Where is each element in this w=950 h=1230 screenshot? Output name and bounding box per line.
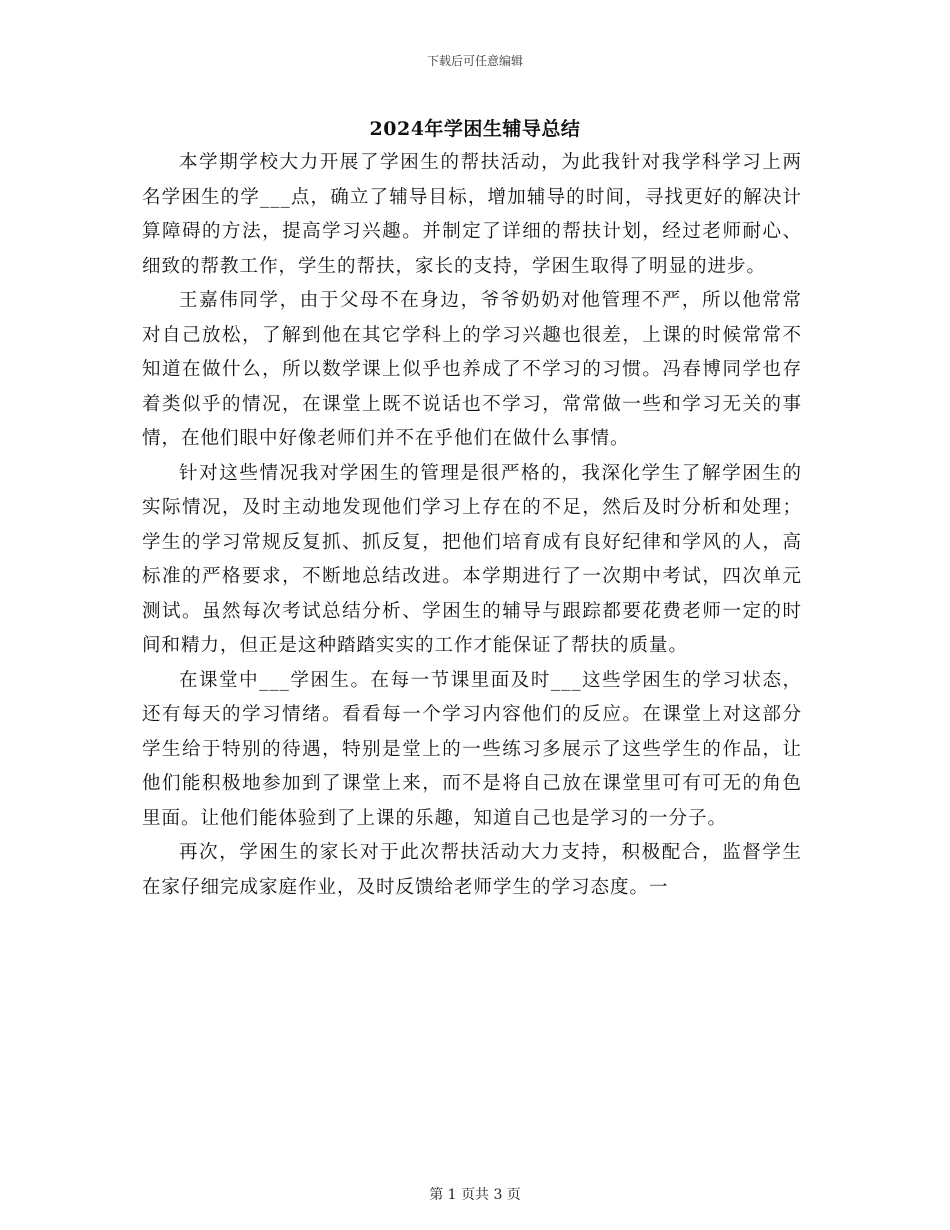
paragraph-2: 王嘉伟同学，由于父母不在身边，爷爷奶奶对他管理不严，所以他常常对自己放松，了解到他在其它学科上的学习兴趣也很差，上课的时候常常不知道在做什么，所以数学课上似乎也养成了不学习的习惯。冯春博同学也存着类似乎的情况，在课堂上既不说话也不学习，常常做一些和学习无关的事情，在他们眼中好像老师们并不在乎他们在做什么事情。: [142, 290, 802, 449]
paragraph-5: 再次，学困生的家长对于此次帮扶活动大力支持，积极配合，监督学生在家仔细完成家庭作业，及时反馈给老师学生的学习态度。一: [142, 842, 802, 898]
page-header-note: 下载后可任意编辑: [426, 54, 523, 68]
page-number: 第 1 页共 3 页: [429, 1187, 521, 1203]
paragraph-1: 本学期学校大力开展了学困生的帮扶活动，为此我针对我学科学习上两名学困生的学___点，确立了辅导目标，增加辅导的时间，寻找更好的解决计算障碍的方法，提高学习兴趣。并制定了详细的帮扶计划，经过老师耐心、细致的帮教工作，学生的帮扶，家长的支持，学困生取得了明显的进步。: [142, 152, 802, 277]
document-title: 2024年学困生辅导总结: [369, 118, 581, 140]
document-body: [142, 146, 802, 905]
paragraph-4: 在课堂中___学困生。在每一节课里面及时___这些学困生的学习状态，还有每天的学习情绪。看看每一个学习内容他们的反应。在课堂上对这部分学生给于特别的待遇，特别是堂上的一些练习多展示了这些学生的作品，让他们能积极地参加到了课堂上来，而不是将自己放在课堂里可有可无的角色里面。让他们能体验到了上课的乐趣，知道自己也是学习的一分子。: [142, 669, 802, 829]
paragraph-3: 针对这些情况我对学困生的管理是很严格的，我深化学生了解学困生的实际情况，及时主动地发现他们学习上存在的不足，然后及时分析和处理；学生的学习常规反复抓、抓反复，把他们培育成有良好纪律和学风的人，高标准的严格要求，不断地总结改进。本学期进行了一次期中考试，四次单元测试。虽然每次考试总结分析、学困生的辅导与跟踪都要花费老师一定的时间和精力，但正是这种踏踏实实的工作才能保证了帮扶的质量。: [142, 462, 802, 656]
